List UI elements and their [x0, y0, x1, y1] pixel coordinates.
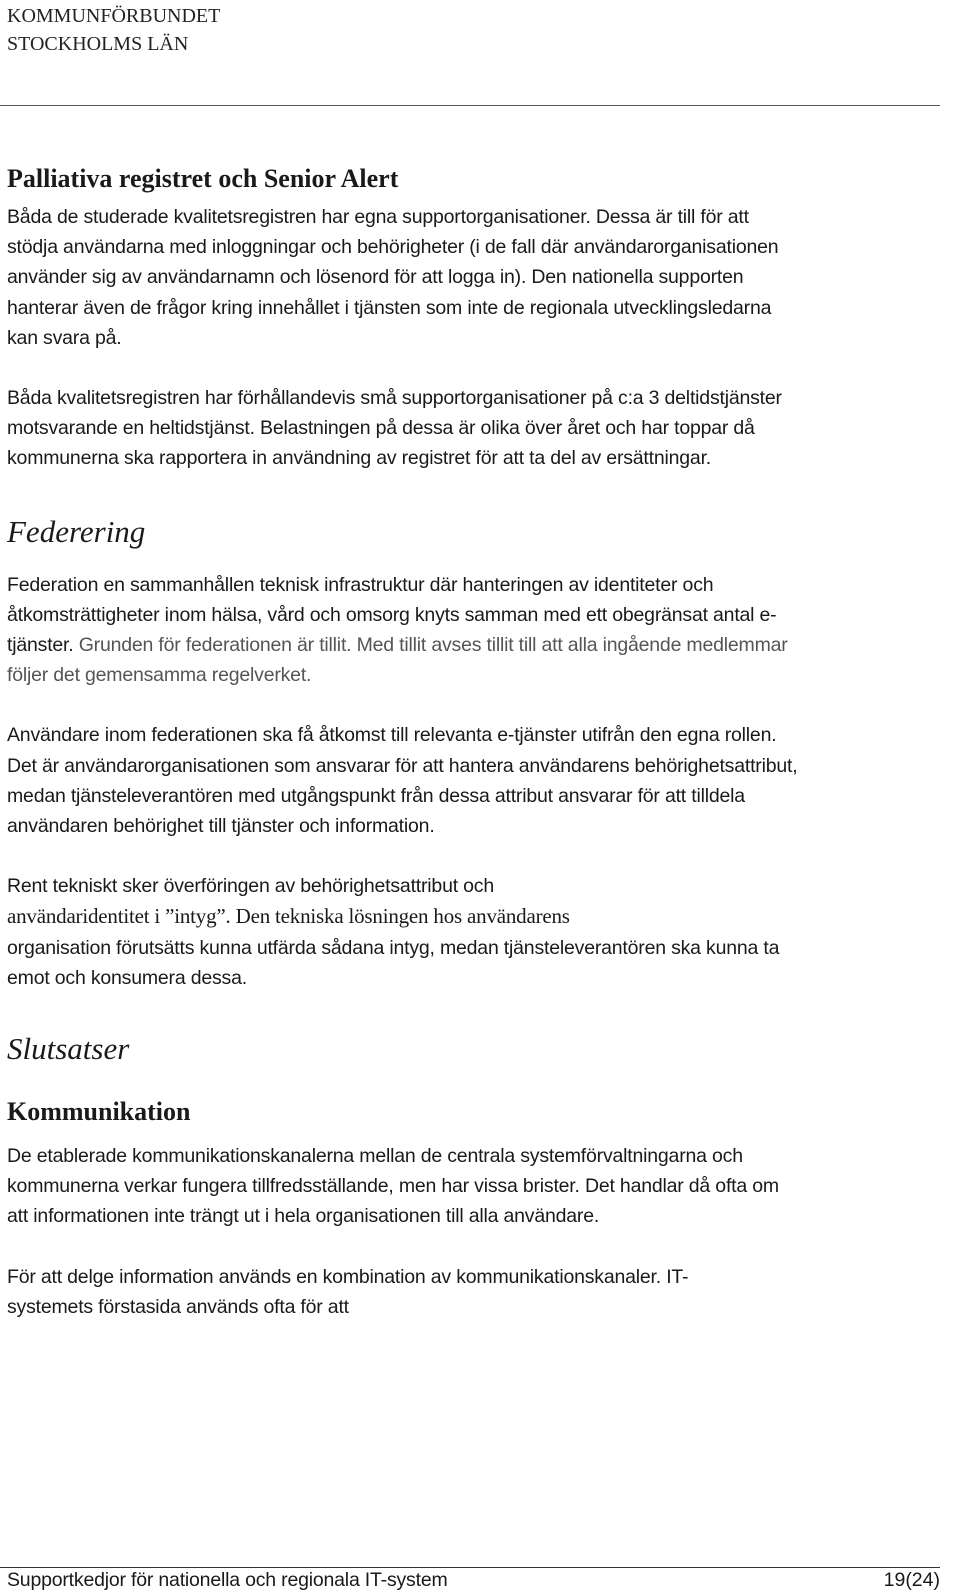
header-divider [0, 105, 940, 106]
heading-federering: Federering [7, 513, 146, 549]
document-body [7, 162, 937, 1322]
org-name-line-1: KOMMUNFÖRBUNDET [7, 5, 221, 27]
paragraph-kommunikation-1: De etablerade kommunikationskanalerna mellan de centrala systemförvaltningarna och kommunerna verkar fungera tillfredsställande, men har vissa brister. Det handlar då ofta om att informationen inte trängt ut i hela organisationen till alla användare. [7, 1145, 779, 1228]
paragraph-palliativa-1: Båda de studerade kvalitetsregistren har egna supportorganisationer. Dessa är till för att stödja användarna med inloggningar och behörigheter (i de fall där användarorganisationen använder sig av användarnamn och lösenord för att logga in). Den nationella supporten hanterar även de frågor kring innehållet i tjänsten som inte de regionala utvecklingsledarna kan svara på. [7, 206, 779, 349]
footer-document-title: Supportkedjor för nationella och regionala IT-system [7, 1569, 448, 1591]
paragraph-federering-3 [7, 871, 807, 993]
federering-text-faded: Grunden för federationen är tillit. Med tillit avses tillit till att alla ingående medlemmar följer det gemensamma regelverket. [7, 634, 788, 687]
paragraph-palliativa-2: Båda kvalitetsregistren har förhållandevis små supportorganisationer på c:a 3 deltidstjänster motsvarande en heltidstjänst. Belastningen på dessa är olika över året och har toppar då kommunerna ska rapportera in användning av registret för att ta del av ersättningar. [7, 387, 782, 470]
heading-palliativa: Palliativa registret och Senior Alert [7, 164, 399, 193]
federering-3-line-2: användaridentitet i ”intyg”. Den tekniska lösningen hos användarens [7, 904, 570, 929]
paragraph-federering-2: Användare inom federationen ska få åtkomst till relevanta e-tjänster utifrån den egna rollen. Det är användarorganisationen som ansvarar för att hantera användarens behörighetsattribut, medan tjänsteleverantören med utgångspunkt från dessa attribut ansvarar för att tilldela användaren behörighet till tjänster och information. [7, 724, 798, 838]
heading-slutsatser: Slutsatser [7, 1031, 130, 1067]
org-name-line-2: STOCKHOLMS LÄN [7, 33, 189, 55]
heading-kommunikation: Kommunikation [7, 1097, 191, 1127]
federering-3-rest: organisation förutsätts kunna utfärda sådana intyg, medan tjänsteleverantören ska kunna ta emot och konsumera dessa. [7, 936, 780, 989]
paragraph-federering-1 [7, 570, 797, 691]
federering-3-line-1: Rent tekniskt sker överföringen av behörighetsattribut och [7, 875, 495, 898]
footer-page-number: 19(24) [883, 1569, 940, 1591]
federering-text-primary: Federation en sammanhållen teknisk infrastruktur där hanteringen av identiteter och åtkomsträttigheter inom hälsa, vård och omsorg knyts samman med ett obegränsat antal e-tjänster. [7, 573, 777, 657]
document-header [7, 2, 220, 58]
paragraph-kommunikation-2: För att delge information används en kombination av kommunikationskanaler. IT-systemets förstasida används ofta för att [7, 1265, 689, 1318]
